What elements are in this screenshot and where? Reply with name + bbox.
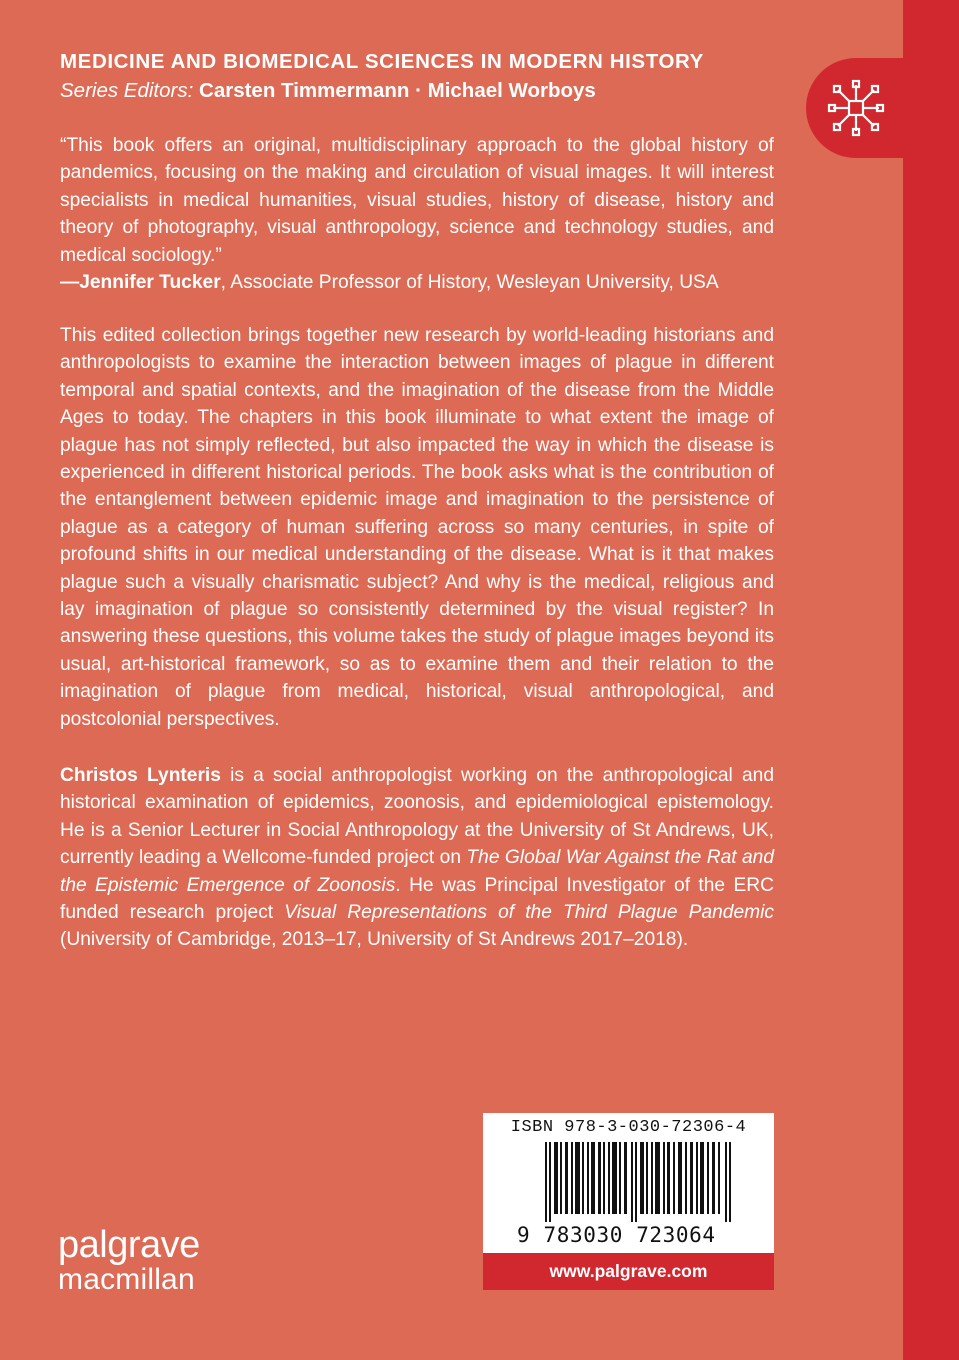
publisher-url[interactable]: www.palgrave.com <box>549 1261 708 1281</box>
endorsement-dash: — <box>60 272 80 293</box>
palgrave-badge <box>806 58 906 158</box>
publisher-url-bar <box>483 1253 774 1290</box>
isbn-barcode-box <box>483 1113 774 1253</box>
publisher-logo-macmillan: macmillan <box>58 1263 195 1296</box>
bio-text-3: (University of Cambridge, 2013–17, University of St Andrews 2017–2018). <box>60 929 689 951</box>
series-editors <box>60 79 596 103</box>
author-bio <box>60 762 774 954</box>
bio-text-2: . He was Principal Investigator of the ERC funded research project <box>60 874 774 924</box>
endorsement-author: Jennifer Tucker <box>79 272 221 293</box>
barcode-icon <box>545 1142 735 1222</box>
series-title: MEDICINE AND BIOMEDICAL SCIENCES IN MODERN HISTORY <box>60 50 704 73</box>
bio-author-name: Christos Lynteris <box>60 765 221 786</box>
spine-strip <box>903 0 959 1360</box>
isbn-label: ISBN 978-3-030-72306-4 <box>510 1118 747 1137</box>
series-editors-names: Carsten Timmermann · Michael Worboys <box>199 79 596 102</box>
network-logo-icon <box>827 79 885 137</box>
endorsement-attribution <box>60 269 774 296</box>
series-editors-label: Series Editors: <box>60 79 194 102</box>
barcode-number: 9 783030 723064 <box>517 1223 716 1247</box>
bio-project-title-2: Visual Representations of the Third Plague Pandemic <box>284 902 774 924</box>
bio-project-title-1: The Global War Against the Rat and the Epistemic Emergence of Zoonosis <box>60 847 774 896</box>
book-description: This edited collection brings together new research by world-leading historians and anthropologists to examine the interaction between images of plague in different temporal and spatial contexts, and the imagination of the disease from the Middle Ages to today. The chapters in this book illuminate to what extent the image of plague has not simply reflected, but also impacted the way in which the disease is experienced in different historical periods. The book asks what is the contribution of the entanglement between epidemic image and imagination to the persistence of plague as a category of human suffering across so many centuries, in spite of profound shifts in our medical understanding of the disease. What is it that makes plague such a visually charismatic subject? And why is the medical, religious and lay imagination of plague so consistently determined by the visual register? In answering these questions, this volume takes the study of plague images beyond its usual, art-historical framework, so as to examine them and their relation to the imagination of plague from medical, historical, visual anthropological, and postcolonial perspectives. <box>60 325 774 730</box>
endorsement-affiliation: , Associate Professor of History, Wesleyan University, USA <box>220 272 719 293</box>
publisher-logo-palgrave: palgrave <box>58 1224 200 1266</box>
bio-text-1: is a social anthropologist working on the anthropological and historical examination of epidemics, zoonosis, and epidemiological epistemology. He is a Senior Lecturer in Social Anthropology at the University of St Andrews, UK, currently leading a Wellcome-funded project on <box>60 765 775 869</box>
endorsement-quote: “This book offers an original, multidisciplinary approach to the global history of pandemics, focusing on the making and circulation of visual images. It will interest specialists in medical humanities, visual studies, history of disease, history and theory of photography, visual anthropology, science and technology studies, and medical sociology.” <box>60 135 774 266</box>
